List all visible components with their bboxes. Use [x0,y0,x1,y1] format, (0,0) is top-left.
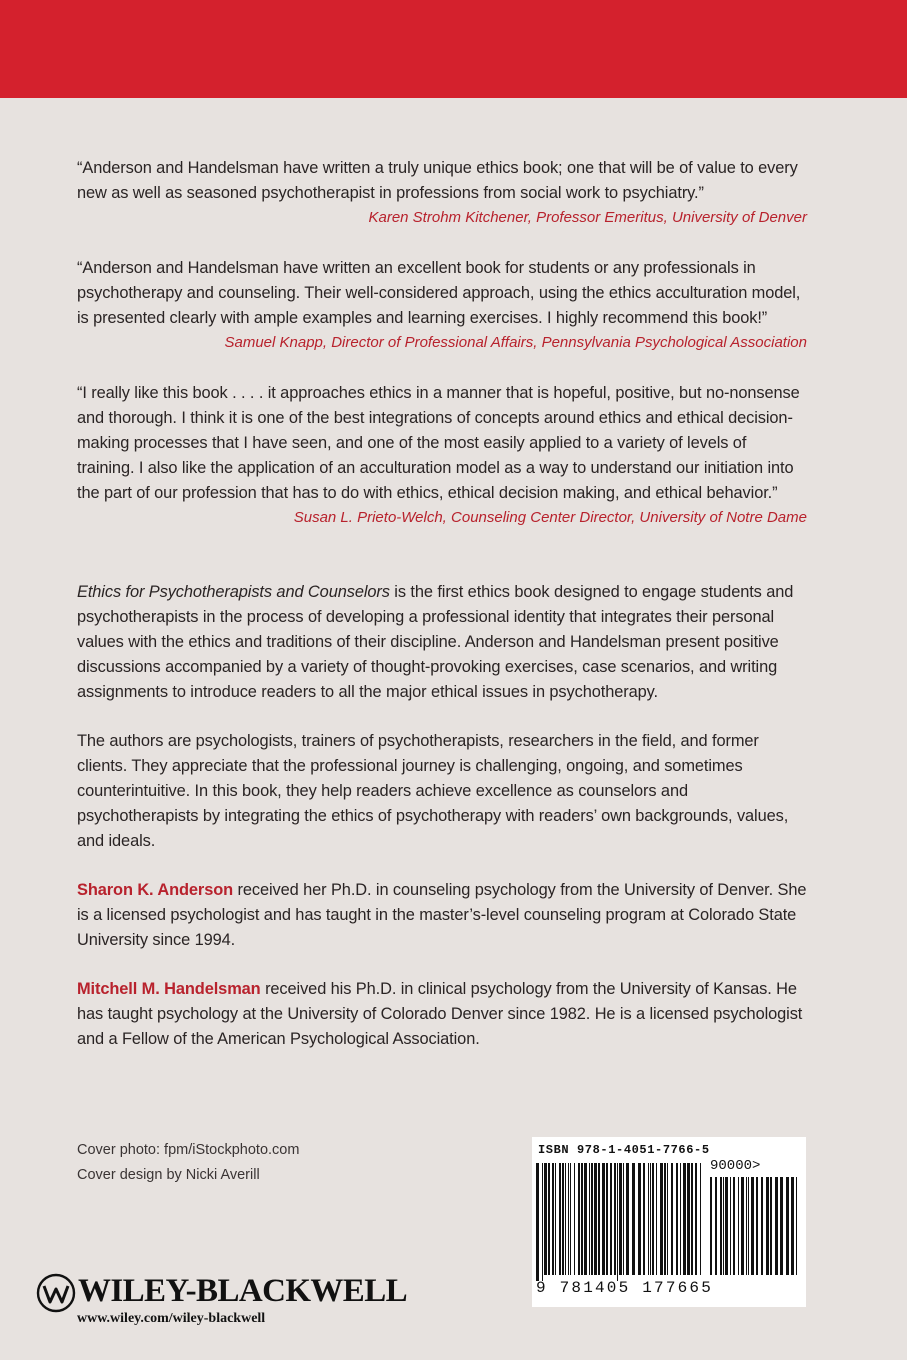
barcode-bar [578,1163,580,1275]
barcode-bar [610,1163,612,1275]
endorsement-attribution: Samuel Knapp, Director of Professional Affairs, Pennsylvania Psychological Association [224,334,807,351]
barcode-bar [574,1163,575,1275]
publisher-name: WILEY-BLACKWELL [78,1273,408,1309]
barcode-bar [691,1163,693,1275]
author-name: Mitchell M. Handelsman [77,980,261,998]
barcode-bar [720,1177,722,1275]
barcode-bar [606,1163,608,1275]
barcode-bars [536,1163,704,1281]
barcode-bar [650,1163,651,1275]
barcode-bar [751,1177,754,1275]
author-name: Sharon K. Anderson [77,881,234,899]
barcode-bar [548,1163,550,1275]
barcode-bar [638,1163,641,1275]
description-text: is the first ethics book designed to engage students and psychotherapists in the process of developing a professional identity that integrates their personal values with the ethics and traditions of their discipline. Anderson and Handelsman present positive discussions accompanied by a variety of thought-provoking exercises, case scenarios, and writing assignments to introduce readers to all the major ethical issues in psychotherapy. [77,583,794,701]
barcode-bar [648,1163,649,1275]
barcode-bar [594,1163,597,1275]
barcode-bar [796,1177,797,1275]
barcode-bar [617,1163,618,1281]
barcode-bar [671,1163,673,1275]
barcode-bar [786,1177,789,1275]
barcode-bar [748,1177,749,1275]
book-title: Ethics for Psychotherapists and Counselors [77,583,390,601]
barcode-bar [741,1177,744,1275]
barcode-bar [715,1177,717,1275]
top-red-band [0,0,907,98]
endorsement-attribution: Karen Strohm Kitchener, Professor Emeritus, University of Denver [368,209,807,226]
barcode-bar [623,1163,624,1275]
barcode-bar [766,1177,769,1275]
barcode-bar [680,1163,681,1275]
barcode-bar [602,1163,605,1275]
endorsement-quote: “Anderson and Handelsman have written a truly unique ethics book; one that will be of value to every new as well as seasoned psychotherapist in professions from social work to psychiatry.” [77,159,798,202]
barcode-addon-bars [710,1177,800,1281]
barcode-bar [780,1177,783,1275]
barcode-bar [664,1163,666,1275]
barcode-bar [710,1177,712,1275]
barcode-bar [656,1163,657,1275]
endorsement-quote: “Anderson and Handelsman have written an excellent book for students or any professionals in psychotherapy and counseling. Their well-considered approach, using the ethics acculturation model, is presented clearly with ample examples and learning exercises. I highly recommend this book!” [77,259,801,327]
author-bio-text: received his Ph.D. in clinical psychology from the University of Kansas. He has taught psychology at the University of Colorado Denver since 1982. He is a licensed psychologist and a Fellow of the American Psychological Association. [77,980,803,1048]
barcode-bar [775,1177,778,1275]
endorsement-2 [77,256,807,355]
back-cover-text [77,156,807,1052]
cover-photo-credit: Cover photo: fpm/iStockphoto.com [77,1142,300,1158]
barcode-bar [619,1163,622,1275]
barcode-bar [568,1163,569,1275]
barcode-bar [756,1177,758,1275]
barcode-bar [581,1163,583,1275]
barcode-bar [544,1163,547,1275]
barcode-bar [746,1177,747,1275]
cover-credits [77,1138,299,1188]
barcode-bar [700,1163,701,1275]
isbn-label: ISBN 978-1-4051-7766-5 [538,1143,710,1157]
barcode-bar [687,1163,690,1275]
barcode-bar [683,1163,686,1275]
description-paragraph-1 [77,580,807,705]
publisher-url[interactable]: www.wiley.com/wiley-blackwell [77,1311,266,1326]
barcode-bar [542,1163,543,1281]
barcode-bar [733,1177,735,1275]
barcode-bar [738,1177,739,1275]
barcode-bar [652,1163,654,1275]
barcode-bar [643,1163,645,1275]
author-bio-text: received her Ph.D. in counseling psychology from the University of Denver. She is a licensed psychologist and has taught in the master’s-level counseling program at Colorado State University since 1994. [77,881,807,949]
barcode-bar [660,1163,663,1275]
description-paragraph-2: The authors are psychologists, trainers of psychotherapists, researchers in the field, and former clients. They appreciate that the professional journey is challenging, ongoing, and sometimes counterintuitive. In this book, they help readers achieve excellence as counselors and psychotherapists by integrating the ethics of psychotherapy with readers’ own backgrounds, values, and ideals. [77,732,789,850]
barcode-bar [791,1177,794,1275]
barcode-bar [695,1163,697,1275]
barcode-bar [770,1177,772,1275]
isbn-digits: 9 781405 177665 [536,1279,714,1297]
barcode-bar [676,1163,678,1275]
barcode-bar [552,1163,554,1275]
barcode-bar [584,1163,587,1275]
author-bio-1 [77,878,807,953]
author-bio-2 [77,977,807,1052]
barcode-bar [555,1163,556,1275]
barcode-bar [725,1177,728,1275]
barcode-bar [591,1163,593,1275]
barcode-bar [723,1177,724,1275]
price-code: 90000> [710,1158,761,1174]
barcode-bar [536,1163,539,1281]
barcode-bar [730,1177,731,1275]
barcode-bar [589,1163,590,1275]
barcode-bar [559,1163,561,1275]
barcode-bar [761,1177,763,1275]
barcode-bar [570,1163,571,1275]
endorsement-3 [77,381,807,530]
wiley-blackwell-emblem-icon [36,1273,76,1313]
barcode-bar [598,1163,600,1275]
endorsement-attribution: Susan L. Prieto-Welch, Counseling Center Director, University of Notre Dame [293,509,807,526]
barcode-bar [562,1163,564,1275]
cover-design-credit: Cover design by Nicki Averill [77,1167,260,1183]
endorsement-quote: “I really like this book . . . . it approaches ethics in a manner that is hopeful, positive, but no-nonsense and thorough. I think it is one of the best integrations of concepts around ethics and ethical decision-making processes that I have seen, and one of the most easily applied to a variety of levels of training. I also like the application of an acculturation model as a way to understand our initiation into the part of our profession that has to do with ethics, ethical decision making, and ethical behavior.” [77,384,800,502]
barcode-bar [667,1163,668,1275]
barcode-box [532,1137,806,1307]
barcode-bar [632,1163,635,1275]
barcode-bar [614,1163,616,1275]
endorsement-1 [77,156,807,230]
barcode-bar [626,1163,629,1275]
barcode-bar [565,1163,566,1275]
